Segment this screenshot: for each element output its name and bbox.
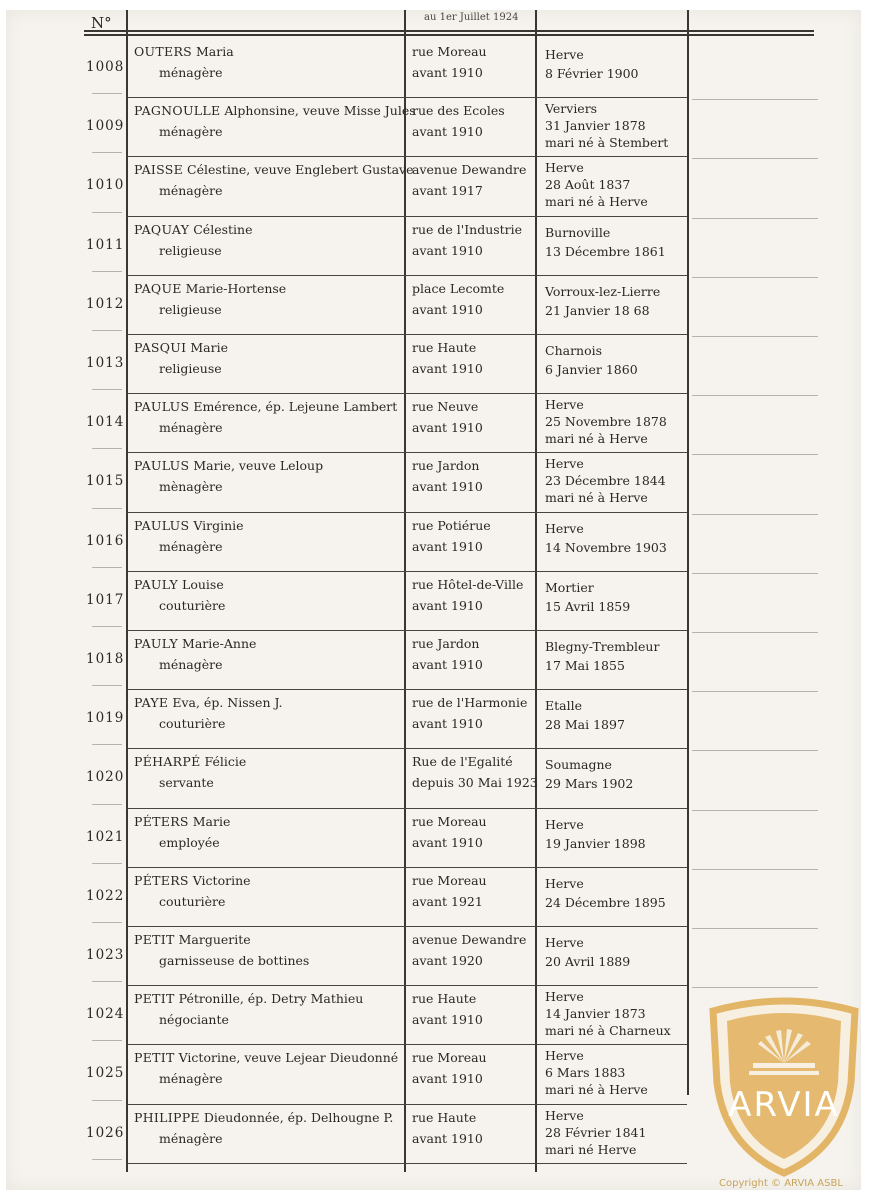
street-address: avenue Dewandre bbox=[412, 932, 527, 947]
residence-since: avant 1910 bbox=[412, 479, 483, 495]
number-tick-rule bbox=[92, 1040, 122, 1041]
row-rule bbox=[127, 1163, 687, 1164]
given-names: Dieudonnée, ép. Delhougne P. bbox=[199, 1109, 394, 1125]
row-rule bbox=[127, 808, 687, 809]
surname: PAULY bbox=[134, 576, 179, 592]
row-rule bbox=[127, 275, 687, 276]
birth-date: 28 Février 1841 bbox=[545, 1124, 647, 1140]
person-name bbox=[134, 754, 246, 769]
entry-number: 1008 bbox=[86, 59, 125, 75]
entry-number: 1015 bbox=[86, 473, 125, 490]
street-address: rue de l'Industrie bbox=[412, 221, 523, 237]
entry-number: 1009 bbox=[86, 118, 125, 135]
table-row bbox=[6, 217, 861, 276]
number-column-header: N° bbox=[91, 14, 112, 32]
surname: PAULY bbox=[134, 636, 179, 651]
person-name bbox=[134, 222, 252, 237]
row-rule bbox=[127, 512, 687, 513]
given-names: Marie-Hortense bbox=[181, 280, 287, 296]
surname: PAQUE bbox=[134, 280, 182, 296]
birth-date: 20 Avril 1889 bbox=[545, 954, 631, 969]
given-names: Emérence, ép. Lejeune Lambert bbox=[189, 399, 398, 415]
person-name bbox=[134, 991, 363, 1006]
margin-rule bbox=[692, 810, 818, 811]
occupation: couturière bbox=[159, 716, 226, 732]
birth-place: Herve bbox=[545, 47, 584, 62]
occupation: religieuse bbox=[159, 361, 222, 376]
surname: PÉTERS bbox=[134, 813, 189, 829]
entry-number: 1016 bbox=[86, 532, 125, 549]
given-names: Marie, veuve Leloup bbox=[189, 458, 324, 474]
street-address: Rue de l'Egalité bbox=[412, 754, 513, 770]
residence-since: avant 1910 bbox=[412, 1130, 483, 1146]
birth-date: 25 Novembre 1878 bbox=[545, 414, 667, 430]
margin-rule bbox=[692, 691, 818, 692]
given-names: Marie-Anne bbox=[178, 636, 257, 651]
residence-since: avant 1910 bbox=[412, 361, 483, 376]
residence-since: avant 1910 bbox=[412, 597, 483, 613]
margin-rule bbox=[692, 277, 818, 278]
street-address: rue Jardon bbox=[412, 636, 480, 651]
given-names: Victorine bbox=[188, 872, 251, 888]
entry-number: 1022 bbox=[86, 887, 125, 904]
surname: PHILIPPE bbox=[134, 1109, 200, 1125]
birth-date: 19 Janvier 1898 bbox=[545, 835, 646, 851]
occupation: ménagère bbox=[159, 124, 223, 140]
birth-place: Mortier bbox=[545, 579, 594, 595]
row-rule bbox=[127, 334, 687, 335]
surname: OUTERS bbox=[134, 44, 193, 59]
birth-date: 31 Janvier 1878 bbox=[545, 118, 646, 134]
row-rule bbox=[127, 1104, 687, 1105]
occupation: ménagère bbox=[159, 1071, 223, 1087]
number-tick-rule bbox=[92, 389, 122, 390]
street-address: rue Haute bbox=[412, 1109, 477, 1125]
row-rule bbox=[127, 1044, 687, 1045]
number-tick-rule bbox=[92, 212, 122, 213]
street-address: rue Neuve bbox=[412, 399, 479, 415]
spouse-birth-note: mari né à Herve bbox=[545, 490, 648, 506]
entry-number: 1020 bbox=[86, 769, 125, 786]
street-address: place Lecomte bbox=[412, 280, 505, 296]
given-names: Marie bbox=[186, 340, 228, 355]
logo-wordmark: ARVIA bbox=[728, 1085, 840, 1125]
row-rule bbox=[127, 689, 687, 690]
margin-rule bbox=[692, 514, 818, 515]
birth-place: Blegny-Trembleur bbox=[545, 639, 660, 654]
given-names: Maria bbox=[192, 44, 234, 59]
table-row bbox=[6, 453, 861, 512]
table-row bbox=[6, 39, 861, 98]
residence-since: avant 1910 bbox=[412, 242, 483, 258]
table-row bbox=[6, 157, 861, 216]
entry-number: 1011 bbox=[86, 236, 125, 253]
row-rule bbox=[127, 926, 687, 927]
number-tick-rule bbox=[92, 152, 122, 153]
person-name bbox=[134, 281, 286, 296]
occupation: couturière bbox=[159, 597, 226, 613]
given-names: Virginie bbox=[189, 517, 244, 533]
residence-since: avant 1910 bbox=[412, 124, 483, 140]
occupation: ménagère bbox=[159, 538, 223, 554]
margin-rule bbox=[692, 987, 818, 988]
person-name bbox=[134, 340, 228, 355]
birth-place: Vorroux-lez-Lierre bbox=[545, 283, 661, 299]
street-address: rue des Ecoles bbox=[412, 103, 505, 119]
residence-since: avant 1921 bbox=[412, 893, 483, 909]
birth-date: 8 Février 1900 bbox=[545, 66, 639, 81]
residence-since: avant 1910 bbox=[412, 301, 483, 317]
given-names: Marie bbox=[188, 813, 231, 829]
person-name bbox=[134, 932, 251, 947]
occupation: négociante bbox=[159, 1012, 229, 1028]
birth-place: Charnois bbox=[545, 343, 603, 358]
person-name bbox=[134, 1110, 393, 1125]
person-name bbox=[134, 814, 230, 829]
table-row bbox=[6, 335, 861, 394]
person-name bbox=[134, 518, 244, 533]
surname: PAULUS bbox=[134, 517, 190, 533]
residence-since: avant 1910 bbox=[412, 1071, 483, 1087]
residence-since: avant 1910 bbox=[412, 65, 483, 80]
table-row bbox=[6, 98, 861, 157]
street-address: rue Moreau bbox=[412, 1050, 487, 1066]
given-names: Louise bbox=[178, 576, 224, 592]
birth-date: 24 Décembre 1895 bbox=[545, 894, 666, 910]
copyright-notice: Copyright © ARVIA ASBL bbox=[719, 1178, 843, 1189]
birth-date: 6 Janvier 1860 bbox=[545, 362, 638, 377]
street-address: rue Moreau bbox=[412, 813, 487, 829]
row-rule bbox=[127, 156, 687, 157]
person-name bbox=[134, 44, 234, 59]
surname: PAQUAY bbox=[134, 221, 190, 237]
row-rule bbox=[127, 985, 687, 986]
table-row bbox=[6, 572, 861, 631]
number-tick-rule bbox=[92, 804, 122, 805]
birth-place: Herve bbox=[545, 875, 584, 891]
street-address: avenue Dewandre bbox=[412, 162, 527, 178]
spouse-birth-note: mari né à Stembert bbox=[545, 135, 669, 151]
occupation: ménagère bbox=[159, 657, 223, 672]
spouse-birth-note: mari né à Charneux bbox=[545, 1023, 671, 1039]
birth-date: 14 Novembre 1903 bbox=[545, 539, 667, 555]
occupation: ménagère bbox=[159, 1130, 223, 1146]
number-tick-rule bbox=[92, 448, 122, 449]
number-tick-rule bbox=[92, 567, 122, 568]
table-row bbox=[6, 276, 861, 335]
number-tick-rule bbox=[92, 685, 122, 686]
person-name bbox=[134, 636, 256, 651]
residence-since: depuis 30 Mai 1923 bbox=[412, 775, 538, 791]
entry-number: 1026 bbox=[86, 1124, 125, 1141]
residence-column-header: au 1er Juillet 1924 bbox=[424, 12, 519, 23]
spouse-birth-note: mari né à Herve bbox=[545, 431, 648, 447]
street-address: rue Haute bbox=[412, 340, 477, 355]
number-tick-rule bbox=[92, 1100, 122, 1101]
residence-since: avant 1910 bbox=[412, 1012, 483, 1028]
row-rule bbox=[127, 393, 687, 394]
row-rule bbox=[127, 867, 687, 868]
person-name bbox=[134, 695, 282, 710]
number-tick-rule bbox=[92, 626, 122, 627]
table-row bbox=[6, 394, 861, 453]
margin-rule bbox=[692, 632, 818, 633]
birth-date: 17 Mai 1855 bbox=[545, 658, 625, 673]
birth-place: Verviers bbox=[545, 101, 598, 117]
given-names: Félicie bbox=[200, 754, 247, 770]
entry-number: 1014 bbox=[86, 414, 125, 431]
entry-number: 1010 bbox=[86, 177, 125, 194]
occupation: ménagère bbox=[159, 420, 223, 436]
person-name bbox=[134, 399, 397, 414]
table-row bbox=[6, 809, 861, 868]
given-names: Célestine bbox=[189, 221, 253, 237]
number-tick-rule bbox=[92, 330, 122, 331]
person-name bbox=[134, 1050, 398, 1065]
birth-place: Herve bbox=[545, 397, 584, 413]
margin-rule bbox=[692, 454, 818, 455]
surname: PÉTERS bbox=[134, 872, 189, 888]
street-address: rue Moreau bbox=[412, 44, 487, 59]
residence-since: avant 1917 bbox=[412, 183, 483, 199]
number-tick-rule bbox=[92, 508, 122, 509]
given-names: Célestine, veuve Englebert Gustave bbox=[183, 162, 414, 178]
row-rule bbox=[127, 452, 687, 453]
birth-place: Herve bbox=[545, 989, 584, 1005]
street-address: rue de l'Harmonie bbox=[412, 695, 528, 711]
occupation: servante bbox=[159, 775, 214, 791]
occupation: garnisseuse de bottines bbox=[159, 953, 310, 968]
spouse-birth-note: mari né Herve bbox=[545, 1141, 637, 1157]
margin-rule bbox=[692, 869, 818, 870]
row-rule bbox=[127, 216, 687, 217]
surname: PETIT bbox=[134, 932, 175, 947]
surname: PÉHARPÉ bbox=[134, 754, 201, 770]
row-rule bbox=[127, 97, 687, 98]
residence-since: avant 1910 bbox=[412, 657, 483, 672]
arvia-watermark-logo bbox=[703, 997, 861, 1177]
birth-place: Herve bbox=[545, 935, 584, 950]
given-names: Victorine, veuve Lejear Dieudonné bbox=[174, 1050, 399, 1066]
number-tick-rule bbox=[92, 93, 122, 94]
surname: PETIT bbox=[134, 1050, 175, 1066]
street-address: rue Haute bbox=[412, 991, 477, 1007]
birth-date: 6 Mars 1883 bbox=[545, 1065, 626, 1081]
row-rule bbox=[127, 630, 687, 631]
person-name bbox=[134, 873, 251, 888]
entry-number: 1012 bbox=[86, 295, 125, 312]
street-address: rue Potiérue bbox=[412, 517, 491, 533]
margin-rule bbox=[692, 99, 818, 100]
number-tick-rule bbox=[92, 744, 122, 745]
given-names: Marguerite bbox=[174, 932, 251, 947]
residence-since: avant 1910 bbox=[412, 716, 483, 732]
occupation: employée bbox=[159, 834, 220, 850]
register-page bbox=[6, 10, 861, 1190]
person-name bbox=[134, 162, 414, 177]
table-row bbox=[6, 690, 861, 749]
birth-date: 13 Décembre 1861 bbox=[545, 243, 666, 259]
surname: PASQUI bbox=[134, 340, 187, 355]
occupation: mènagère bbox=[159, 479, 223, 495]
surname: PAYE bbox=[134, 695, 169, 711]
occupation: ménagère bbox=[159, 65, 223, 80]
margin-rule bbox=[692, 750, 818, 751]
table-row bbox=[6, 749, 861, 808]
birth-date: 14 Janvier 1873 bbox=[545, 1006, 646, 1022]
number-tick-rule bbox=[92, 922, 122, 923]
birth-date: 29 Mars 1902 bbox=[545, 776, 634, 792]
surname: PAULUS bbox=[134, 458, 190, 474]
entry-number: 1021 bbox=[86, 828, 125, 845]
birth-place: Herve bbox=[545, 520, 584, 536]
margin-rule bbox=[692, 336, 818, 337]
birth-place: Etalle bbox=[545, 698, 582, 714]
number-tick-rule bbox=[92, 981, 122, 982]
entry-number: 1019 bbox=[86, 710, 125, 727]
surname: PAISSE bbox=[134, 162, 184, 178]
birth-place: Herve bbox=[545, 456, 584, 472]
birth-date: 28 Août 1837 bbox=[545, 177, 631, 193]
table-row bbox=[6, 868, 861, 927]
surname: PETIT bbox=[134, 991, 175, 1007]
row-rule bbox=[127, 748, 687, 749]
number-tick-rule bbox=[92, 1159, 122, 1160]
surname: PAULUS bbox=[134, 399, 190, 415]
residence-since: avant 1910 bbox=[412, 538, 483, 554]
row-rule bbox=[127, 571, 687, 572]
number-tick-rule bbox=[92, 863, 122, 864]
number-tick-rule bbox=[92, 271, 122, 272]
birth-place: Burnoville bbox=[545, 224, 611, 240]
surname: PAGNOULLE bbox=[134, 103, 221, 119]
table-row bbox=[6, 513, 861, 572]
street-address: rue Hôtel-de-Ville bbox=[412, 576, 524, 592]
person-name bbox=[134, 577, 224, 592]
person-name bbox=[134, 103, 416, 118]
margin-rule bbox=[692, 158, 818, 159]
birth-place: Herve bbox=[545, 1107, 584, 1123]
given-names: Pétronille, ép. Detry Mathieu bbox=[174, 991, 364, 1007]
occupation: religieuse bbox=[159, 301, 222, 317]
person-name bbox=[134, 458, 323, 473]
street-address: rue Moreau bbox=[412, 872, 487, 888]
birth-place: Herve bbox=[545, 1048, 584, 1064]
entry-number: 1023 bbox=[86, 947, 125, 963]
birth-date: 15 Avril 1859 bbox=[545, 598, 631, 614]
table-row bbox=[6, 927, 861, 986]
street-address: rue Jardon bbox=[412, 458, 480, 474]
occupation: religieuse bbox=[159, 242, 222, 258]
given-names: Alphonsine, veuve Misse Jules bbox=[220, 103, 416, 119]
occupation: couturière bbox=[159, 893, 226, 909]
birth-date: 23 Décembre 1844 bbox=[545, 473, 666, 489]
spouse-birth-note: mari né à Herve bbox=[545, 194, 648, 210]
table-row bbox=[6, 631, 861, 690]
birth-date: 21 Janvier 18 68 bbox=[545, 302, 650, 318]
residence-since: avant 1910 bbox=[412, 420, 483, 436]
residence-since: avant 1920 bbox=[412, 953, 483, 968]
birth-place: Herve bbox=[545, 816, 584, 832]
birth-place: Soumagne bbox=[545, 757, 612, 773]
margin-rule bbox=[692, 573, 818, 574]
entry-number: 1017 bbox=[86, 591, 125, 608]
birth-date: 28 Mai 1897 bbox=[545, 717, 625, 733]
residence-since: avant 1910 bbox=[412, 834, 483, 850]
margin-rule bbox=[692, 928, 818, 929]
birth-place: Herve bbox=[545, 160, 584, 176]
margin-rule bbox=[692, 395, 818, 396]
entry-number: 1013 bbox=[86, 355, 125, 371]
given-names: Eva, ép. Nissen J. bbox=[168, 695, 283, 711]
entry-number: 1024 bbox=[86, 1006, 125, 1023]
entry-number: 1018 bbox=[86, 651, 125, 667]
margin-rule bbox=[692, 218, 818, 219]
spouse-birth-note: mari né à Herve bbox=[545, 1082, 648, 1098]
occupation: ménagère bbox=[159, 183, 223, 199]
entry-number: 1025 bbox=[86, 1065, 125, 1082]
